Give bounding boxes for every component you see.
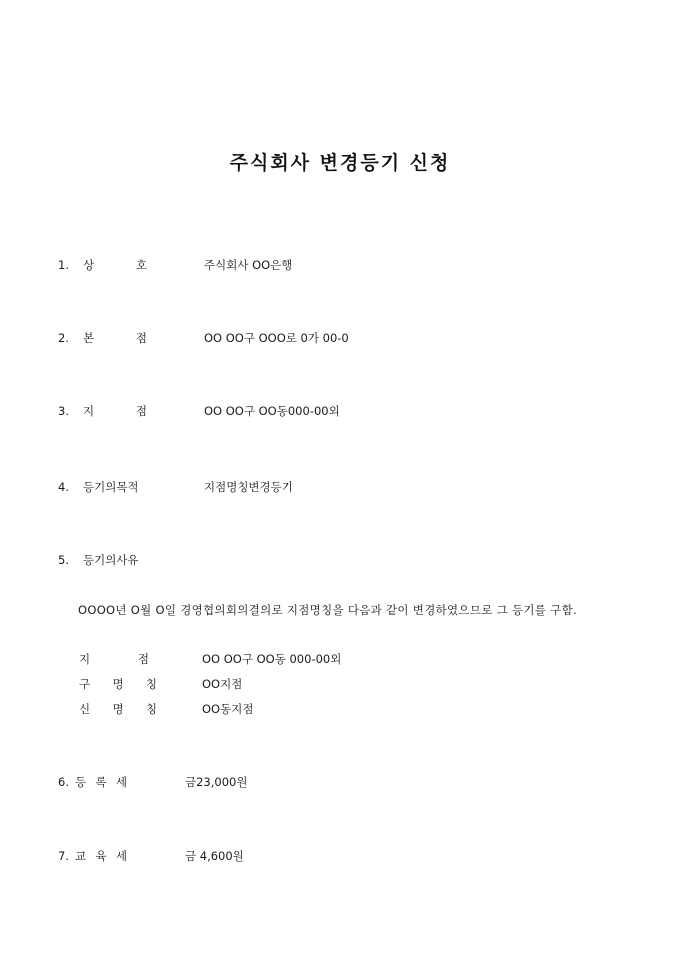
sub-value: OO지점 [202,677,243,691]
label-char: 등 [75,775,87,789]
label-char: 본 [83,331,95,345]
label-char: 세 [115,775,127,789]
label-char: 칭 [145,702,157,716]
label-char: 명 [112,677,124,691]
label-char: 교 [75,849,87,863]
fee-value: 금23,000원 [185,775,248,789]
sub-value: OO OO구 OO동 000-00외 [202,652,342,666]
item-value: OO OO구 OOO로 0가 00-0 [204,331,349,345]
label-char: 점 [135,404,147,418]
sub-label [79,651,149,667]
item-value: 지점명칭변경등기 [204,480,293,494]
sub-label [79,701,157,717]
label-char: 록 [95,775,107,789]
label-char: 지 [79,652,91,666]
fee-number: 7. [58,849,69,863]
label-char: 구 [79,677,91,691]
item-value: 주식회사 OO은행 [204,258,293,272]
label-char: 세 [115,849,127,863]
label-char: 호 [135,258,147,272]
label-char: 점 [135,331,147,345]
item-value: OO OO구 OO동000-00외 [204,404,340,418]
item-number: 5. [58,553,69,567]
sub-label [79,676,157,692]
label-char: 칭 [145,677,157,691]
fee-label [75,848,127,864]
reason-paragraph: OOOO년 O월 O일 경영협의회의결의로 지점명칭을 다음과 같이 변경하였으므로 그 등기를 구함. [78,603,577,617]
sub-value: OO동지점 [202,702,254,716]
item-number: 4. [58,480,69,494]
label-char: 점 [137,652,149,666]
item-label: 등기의목적 [83,480,139,494]
fee-label [75,774,127,790]
document-title: 주식회사 변경등기 신청 [229,152,451,174]
label-char: 상 [83,258,95,272]
item-label [83,257,147,273]
fee-value: 금 4,600원 [185,849,244,863]
item-number: 1. [58,258,69,272]
item-label [83,330,147,346]
item-number: 3. [58,404,69,418]
label-char: 신 [79,702,91,716]
fee-number: 6. [58,775,69,789]
item-label [83,403,147,419]
label-char: 명 [112,702,124,716]
item-label: 등기의사유 [83,553,139,567]
label-char: 지 [83,404,95,418]
item-number: 2. [58,331,69,345]
label-char: 육 [95,849,107,863]
